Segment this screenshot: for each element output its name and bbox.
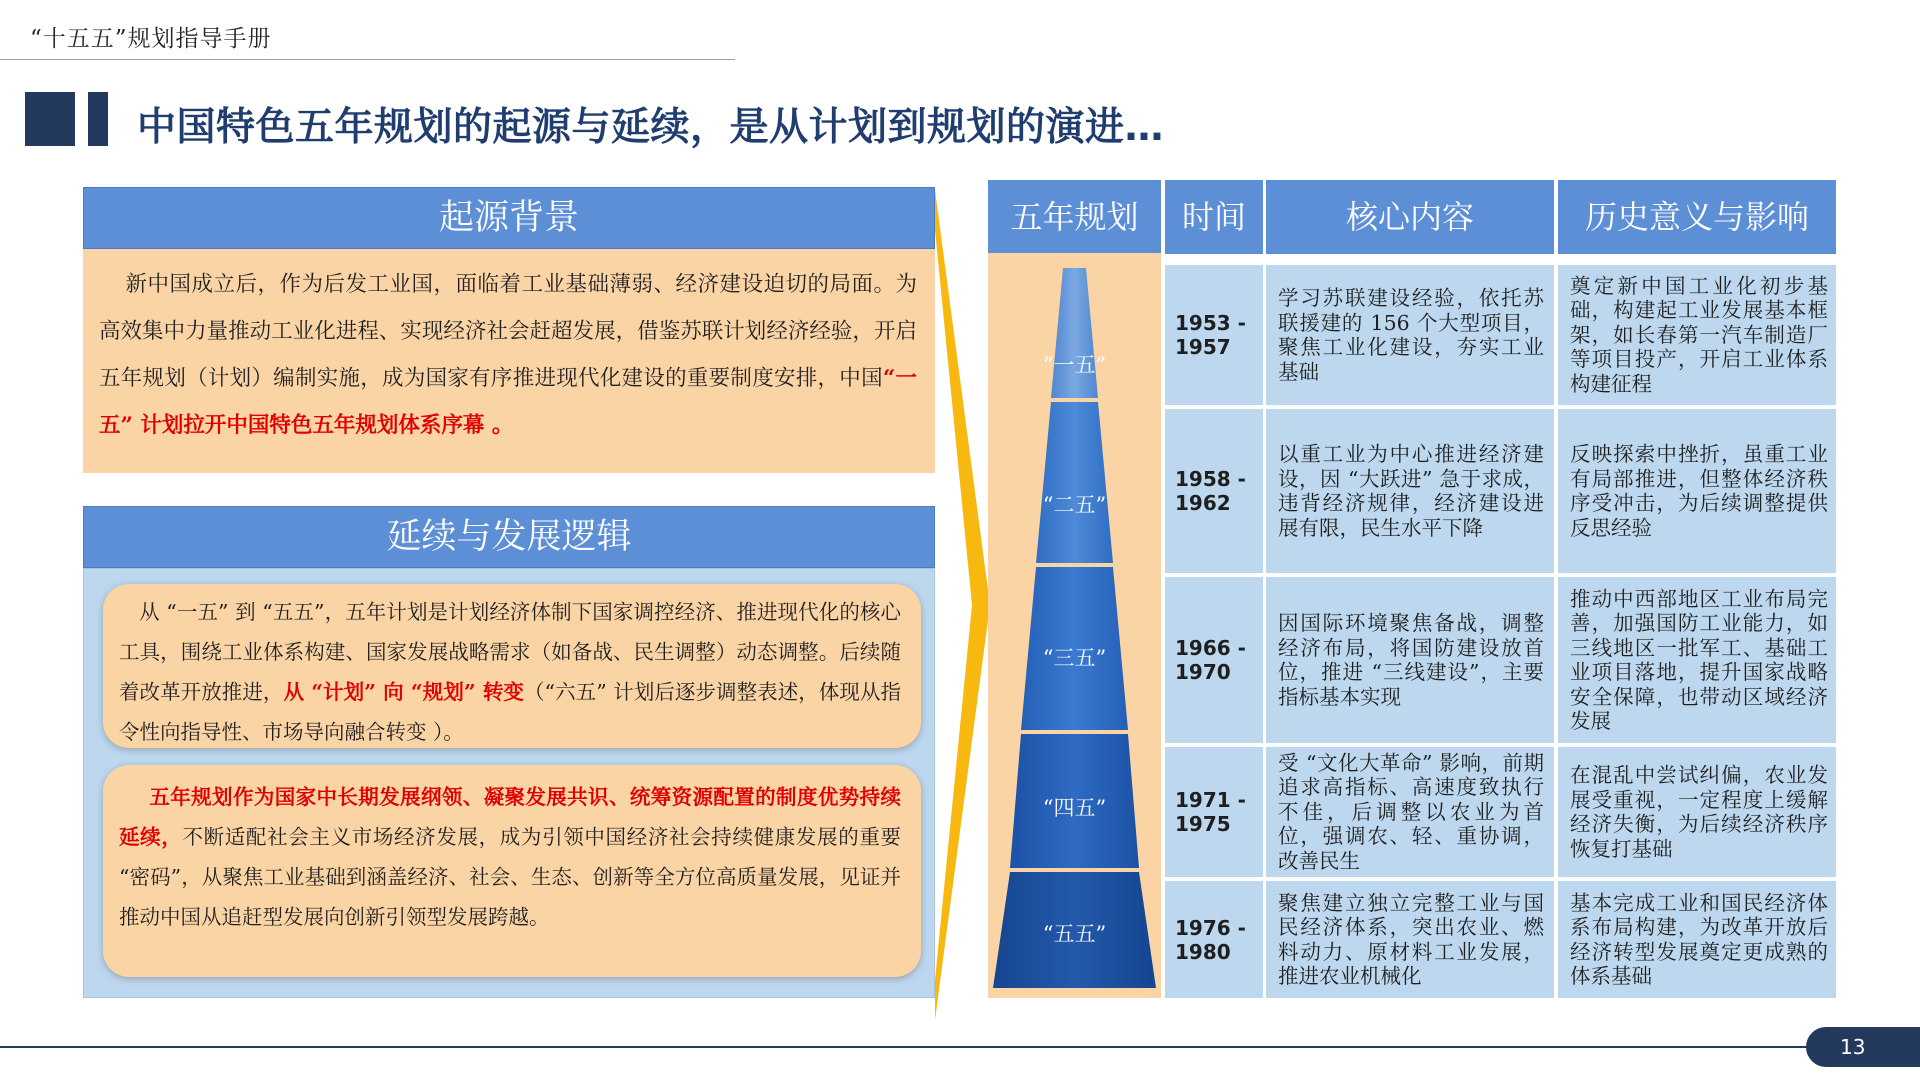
pyramid-label-4: “四五” xyxy=(1042,796,1107,820)
table-header-content: 核心内容 xyxy=(1266,180,1554,254)
table-row-5-time: 1976 - 1980 xyxy=(1165,881,1263,998)
logic-heading: 延续与发展逻辑 xyxy=(83,506,935,568)
logic-p1-tail: （“六五” 计划后逐步调整表述，体现从指令性向指导性、市场导向融合转变 ）。 xyxy=(119,680,902,744)
table-header-impact: 历史意义与影响 xyxy=(1558,180,1836,254)
origin-text: 新中国成立后，作为后发工业国，面临着工业基础薄弱、经济建设迫切的局面。为高效集中力量推动工业化进程、实现经济社会赶超发展，借鉴苏联计划经济经验，开启五年规划（计划）编制实施，成为国家有序推进现代化建设的重要制度安排，中国 xyxy=(99,272,917,391)
logic-paragraph-1 xyxy=(103,584,921,748)
page-title: 中国特色五年规划的起源与延续，是从计划到规划的演进… xyxy=(137,105,1165,150)
table-row-1-time: 1953 - 1957 xyxy=(1165,265,1263,405)
plan-pyramid xyxy=(988,253,1161,998)
table-row-2-content: 以重工业为中心推进经济建设，因 “大跃进” 急于求成，违背经济规律，经济建设进展有限，民生水平下降 xyxy=(1266,409,1554,573)
origin-heading: 起源背景 xyxy=(83,187,935,249)
origin-text-box xyxy=(83,249,935,473)
title-bar-marker xyxy=(88,92,108,146)
page-number: 13 xyxy=(1806,1027,1920,1067)
pyramid-label-3: “三五” xyxy=(1042,646,1107,670)
table-row-4-time: 1971 - 1975 xyxy=(1165,747,1263,877)
table-row-2-time: 1958 - 1962 xyxy=(1165,409,1263,573)
pyramid-label-2: “二五” xyxy=(1042,493,1107,517)
logic-p1-text: 从 “一五” 到 “五五”，五年计划是计划经济体制下国家调控经济、推进现代化的核心工具，围绕工业体系构建、国家发展战略需求（如备战、民生调整）动态调整。后续随着改革开放推进， xyxy=(119,600,901,704)
handbook-title: “十五五”规划指导手册 xyxy=(30,26,272,52)
table-row-4-content: 受 “文化大革命” 影响，前期追求高指标、高速度致执行不佳，后调整以农业为首位，强调农、轻、重协调，改善民生 xyxy=(1266,747,1554,877)
logic-p2-text: 不断适配社会主义市场经济发展，成为引领中国经济社会持续健康发展的重要 “密码”，从聚焦工业基础到涵盖经济、社会、生态、创新等全方位高质量发展，见证并推动中国从追赶型发展向创新引领型发展跨越。 xyxy=(119,825,902,929)
table-row-4-impact: 在混乱中尝试纠偏，农业发展受重视，一定程度上缓解经济失衡，为后续经济秩序恢复打基础 xyxy=(1558,747,1836,877)
origin-highlight: “一五” 计划拉开中国特色五年规划体系序幕 。 xyxy=(99,366,917,438)
table-row-3-content: 因国际环境聚焦备战，调整经济布局，将国防建设放首位，推进 “三线建设”，主要指标基本实现 xyxy=(1266,577,1554,743)
pyramid-label-1: “一五” xyxy=(1042,353,1107,377)
pyramid-label-5: “五五” xyxy=(1042,922,1107,946)
header-divider xyxy=(0,59,735,60)
table-header-plan: 五年规划 xyxy=(988,180,1161,254)
table-row-1-content: 学习苏联建设经验，依托苏联援建的 156 个大型项目，聚焦工业化建设，夯实工业基础 xyxy=(1266,265,1554,405)
logic-p2-highlight: 五年规划作为国家中长期发展纲领、凝聚发展共识、统筹资源配置的制度优势持续延续， xyxy=(119,785,901,849)
table-row-5-content: 聚焦建立独立完整工业与国民经济体系，突出农业、燃料动力、原材料工业发展，推进农业机械化 xyxy=(1266,881,1554,998)
yellow-arrow-connector xyxy=(932,190,992,1020)
table-row-2-impact: 反映探索中挫折，虽重工业有局部推进，但整体经济秩序受冲击，为后续调整提供反思经验 xyxy=(1558,409,1836,573)
table-header-time: 时间 xyxy=(1165,180,1263,254)
pyramid-tier-2 xyxy=(1036,402,1113,563)
table-row-3-time: 1966 - 1970 xyxy=(1165,577,1263,743)
table-row-1-impact: 奠定新中国工业化初步基础，构建起工业发展基本框架，如长春第一汽车制造厂等项目投产，开启工业体系构建征程 xyxy=(1558,265,1836,405)
logic-p1-highlight: 从 “计划” 向 “规划” 转变 xyxy=(283,680,524,704)
logic-paragraph-2 xyxy=(103,765,921,977)
table-row-3-impact: 推动中西部地区工业布局完善，加强国防工业能力，如三线地区一批军工、基础工业项目落地，提升国家战略安全保障，也带动区域经济发展 xyxy=(1558,577,1836,743)
table-row-5-impact: 基本完成工业和国民经济体系布局构建，为改革开放后经济转型发展奠定更成熟的体系基础 xyxy=(1558,881,1836,998)
footer-divider xyxy=(0,1046,1920,1048)
pyramid-tier-1 xyxy=(1051,268,1098,398)
title-square-marker xyxy=(25,92,75,146)
